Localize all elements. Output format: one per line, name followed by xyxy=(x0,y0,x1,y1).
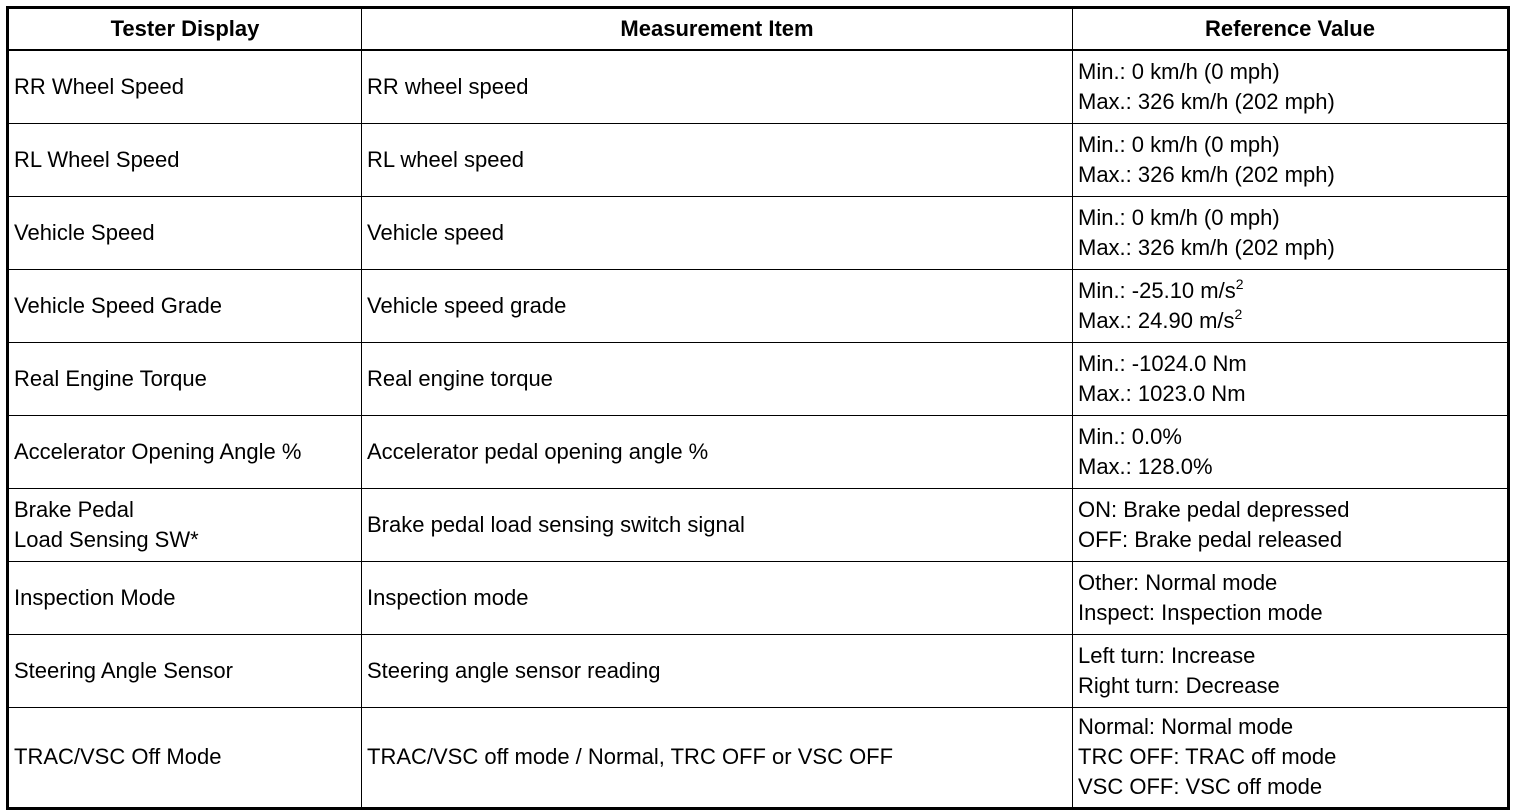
table-row xyxy=(8,561,1509,634)
tester-display-cell xyxy=(8,269,362,342)
tester-display-cell xyxy=(8,488,362,561)
reference-value-text: Min.: 0.0% xyxy=(1078,423,1182,449)
reference-value-cell xyxy=(1073,196,1509,269)
unit-exponent: 2 xyxy=(1234,305,1243,322)
tester-display-cell xyxy=(8,561,362,634)
reference-value-text: Max.: 1023.0 Nm xyxy=(1078,380,1246,406)
measurement-item-cell xyxy=(362,123,1073,196)
measurement-item-cell xyxy=(362,707,1073,808)
reference-value-cell xyxy=(1073,707,1509,808)
reference-value-line xyxy=(1078,598,1507,628)
table-row xyxy=(8,634,1509,707)
reference-value-text: Min.: -1024.0 Nm xyxy=(1078,350,1247,376)
tester-display-cell xyxy=(8,50,362,123)
measurement-item-text: RR wheel speed xyxy=(367,73,529,99)
reference-value-text: Max.: 128.0% xyxy=(1078,453,1213,479)
header-measurement-item: Measurement Item xyxy=(362,8,1073,51)
reference-value-text: Min.: -25.10 m/s xyxy=(1078,277,1236,303)
measurement-item-text: Accelerator pedal opening angle % xyxy=(367,438,709,464)
measurement-item-text: RL wheel speed xyxy=(367,146,524,172)
reference-value-line xyxy=(1078,306,1507,336)
reference-value-line xyxy=(1078,233,1507,263)
reference-value-line xyxy=(1078,130,1507,160)
reference-value-text: Normal: Normal mode xyxy=(1078,714,1294,739)
measurement-item-text: TRAC/VSC off mode / Normal, TRC OFF or VSC OFF xyxy=(367,744,894,769)
measurement-item-text: Steering angle sensor reading xyxy=(367,657,661,683)
reference-value-text: TRC OFF: TRAC off mode xyxy=(1078,744,1337,769)
unit-exponent: 2 xyxy=(1235,275,1244,292)
reference-value-line xyxy=(1078,57,1507,87)
reference-value-cell xyxy=(1073,561,1509,634)
reference-value-line xyxy=(1078,203,1507,233)
tester-display-text: RL Wheel Speed xyxy=(14,146,180,172)
reference-value-line xyxy=(1078,495,1507,525)
reference-value-text: OFF: Brake pedal released xyxy=(1078,526,1343,552)
tester-display-cell xyxy=(8,196,362,269)
tester-display-text: Load Sensing SW* xyxy=(14,526,199,552)
table-row xyxy=(8,415,1509,488)
table-row xyxy=(8,342,1509,415)
reference-value-text: Inspect: Inspection mode xyxy=(1078,599,1323,625)
table-body xyxy=(8,50,1509,808)
header-reference-value: Reference Value xyxy=(1073,8,1509,51)
tester-display-text: Brake Pedal xyxy=(14,496,134,522)
reference-value-text: Min.: 0 km/h (0 mph) xyxy=(1078,204,1280,230)
reference-value-line xyxy=(1078,525,1507,555)
tester-display-cell xyxy=(8,123,362,196)
reference-value-text: Left turn: Increase xyxy=(1078,642,1256,668)
measurement-item-text: Vehicle speed xyxy=(367,219,504,245)
measurement-item-cell xyxy=(362,634,1073,707)
tester-display-cell xyxy=(8,634,362,707)
reference-value-cell xyxy=(1073,123,1509,196)
reference-value-cell xyxy=(1073,342,1509,415)
measurement-item-cell xyxy=(362,488,1073,561)
reference-value-text: Other: Normal mode xyxy=(1078,569,1278,595)
reference-table xyxy=(6,6,1510,810)
reference-value-text: ON: Brake pedal depressed xyxy=(1078,496,1350,522)
measurement-item-cell xyxy=(362,196,1073,269)
reference-value-text: Right turn: Decrease xyxy=(1078,672,1280,698)
tester-display-text: Vehicle Speed xyxy=(14,219,155,245)
reference-value-line xyxy=(1078,452,1507,482)
tester-display-text: TRAC/VSC Off Mode xyxy=(14,744,222,769)
reference-value-text: VSC OFF: VSC off mode xyxy=(1078,774,1323,799)
table-header xyxy=(8,8,1509,51)
tester-display-text: Steering Angle Sensor xyxy=(14,657,233,683)
reference-value-line xyxy=(1078,742,1507,772)
measurement-item-cell xyxy=(362,342,1073,415)
measurement-item-text: Inspection mode xyxy=(367,584,529,610)
tester-display-cell xyxy=(8,707,362,808)
reference-value-text: Max.: 326 km/h (202 mph) xyxy=(1078,234,1335,260)
reference-value-line xyxy=(1078,87,1507,117)
header-tester-display: Tester Display xyxy=(8,8,362,51)
measurement-item-cell xyxy=(362,561,1073,634)
reference-value-line xyxy=(1078,772,1507,802)
reference-value-line xyxy=(1078,712,1507,742)
reference-value-text: Max.: 326 km/h (202 mph) xyxy=(1078,88,1335,114)
measurement-item-text: Brake pedal load sensing switch signal xyxy=(367,511,745,537)
reference-value-line xyxy=(1078,568,1507,598)
tester-display-text: RR Wheel Speed xyxy=(14,73,184,99)
reference-value-line xyxy=(1078,349,1507,379)
tester-display-text: Accelerator Opening Angle % xyxy=(14,438,302,464)
header-row xyxy=(8,8,1509,51)
reference-value-line xyxy=(1078,671,1507,701)
reference-value-text: Min.: 0 km/h (0 mph) xyxy=(1078,131,1280,157)
measurement-item-cell xyxy=(362,269,1073,342)
reference-value-cell xyxy=(1073,50,1509,123)
tester-display-cell xyxy=(8,415,362,488)
tester-display-text: Vehicle Speed Grade xyxy=(14,292,222,318)
reference-value-cell xyxy=(1073,634,1509,707)
measurement-item-cell xyxy=(362,50,1073,123)
reference-value-cell xyxy=(1073,488,1509,561)
tester-display-cell xyxy=(8,342,362,415)
reference-value-cell xyxy=(1073,415,1509,488)
table-row xyxy=(8,707,1509,808)
table-row xyxy=(8,269,1509,342)
tester-display-text: Real Engine Torque xyxy=(14,365,207,391)
tester-display-text: Inspection Mode xyxy=(14,584,176,610)
table-row xyxy=(8,123,1509,196)
reference-value-line xyxy=(1078,276,1507,306)
reference-value-line xyxy=(1078,379,1507,409)
reference-value-text: Min.: 0 km/h (0 mph) xyxy=(1078,58,1280,84)
measurement-item-text: Real engine torque xyxy=(367,365,553,391)
reference-value-line xyxy=(1078,641,1507,671)
table-row xyxy=(8,50,1509,123)
reference-value-text: Max.: 326 km/h (202 mph) xyxy=(1078,161,1335,187)
reference-value-text: Max.: 24.90 m/s xyxy=(1078,307,1235,333)
measurement-item-text: Vehicle speed grade xyxy=(367,292,567,318)
reference-value-cell xyxy=(1073,269,1509,342)
table-row xyxy=(8,488,1509,561)
measurement-item-cell xyxy=(362,415,1073,488)
reference-value-line xyxy=(1078,422,1507,452)
reference-value-line xyxy=(1078,160,1507,190)
table-row xyxy=(8,196,1509,269)
